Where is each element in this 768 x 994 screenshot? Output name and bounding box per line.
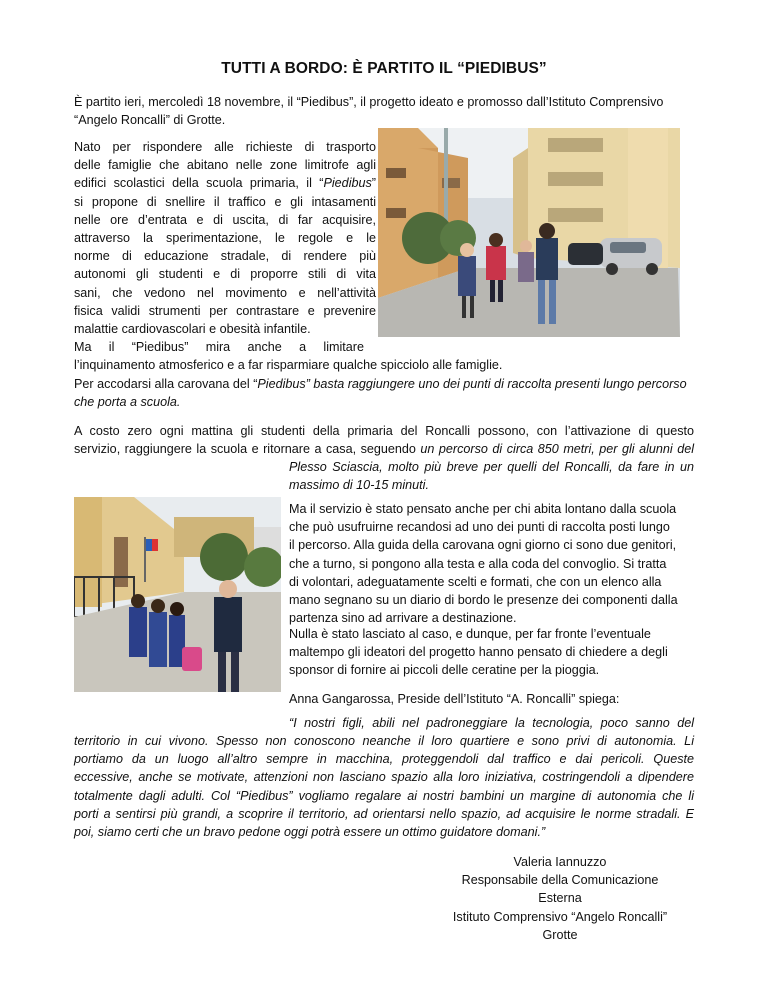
purpose-line: fisica validi strumenti per contrastare e prevenire: [74, 303, 376, 318]
quote-line: portiamo da un luogo all’altro sempre in macchina, proteggendoli dal traffico e dai pericoli. Queste: [74, 752, 694, 767]
purpose-line: delle famiglie che abitano nelle zone limitrofe agli: [74, 158, 376, 173]
purpose-line: sani, che vedono nel movimento e nell’attività: [74, 285, 376, 300]
signature-role: Responsabile della Comunicazione Esterna: [461, 873, 659, 906]
signature-institute: Istituto Comprensivo “Angelo Roncalli”: [452, 909, 668, 924]
route-line-italic: un percorso di circa 850 metri, per gli alunni del: [420, 442, 695, 457]
volunteers-line: che può usufruirne recandosi ad uno dei punti di raccolta posti lungo: [289, 520, 670, 535]
quote-line: territorio in cui vivono. Spesso non conoscono neanche il loro quartiere e sono privi di autonomia. Li: [74, 734, 694, 748]
purpose-line: Ma il “Piedibus” mira anche a limitare: [74, 340, 364, 354]
purpose-line: nelle ore d’entrata e di uscita, di far acquisire,: [74, 212, 376, 227]
quote-line: eccessive, anche se motivate, attenzioni non lasciano spazio alla loro iniziativa, costringendoli a dipendere: [74, 770, 694, 785]
piedibus-italic: Piedibus: [257, 377, 306, 391]
purpose-line: l’inquinamento atmosferico e a far risparmiare qualche spicciolo alle famiglie.: [74, 358, 503, 372]
paragraph-how-to-join: Per accodarsi alla carovana del “Piedibus” basta raggiungere uno dei punti di raccolta presenti lungo percorso che porta a scuola.: [74, 377, 687, 410]
article-title: TUTTI A BORDO: È PARTITO IL “PIEDIBUS”: [221, 60, 547, 77]
volunteers-line: mano segnano su un diario di bordo le presenze dei componenti dalla: [289, 593, 678, 608]
route-line: Plesso Sciascia, molto più breve per quelli del Roncalli, da fare in un: [289, 460, 694, 474]
photo-children-walking-street: [378, 128, 680, 337]
volunteers-line: partenza sino ad arrivare a destinazione.: [289, 611, 517, 626]
intro-paragraph: [74, 93, 694, 129]
purpose-line: edifici scolastici della scuola primaria, il “: [74, 176, 324, 191]
route-line: servizio, raggiungere la scuola e ritornare a casa, seguendo: [74, 442, 421, 457]
purpose-line: malattie cardiovascolari e obesità infantile.: [74, 322, 311, 336]
quote-line: totalmente dagli adulti. Col “Piedibus” vogliamo regalare ai nostri bambini un margine di autonomia che li: [74, 788, 694, 803]
signature-block: [440, 853, 680, 944]
photo-children-schoolyard: [74, 497, 281, 692]
quote-line: poi, siamo certi che un bravo pedone oggi potrà essere un ottimo guidatore domani.”: [74, 825, 546, 839]
intro-line-2: “Angelo Roncalli” di Grotte.: [74, 113, 226, 128]
volunteers-line: che a turno, si pongono alla testa e alla coda del convoglio. Si tratta: [289, 556, 667, 571]
quote-line: porti a sentirsi più grandi, a scoprire il territorio, ad orientarsi nello spazio, ad acquisire le norme stradali. E: [74, 806, 694, 821]
rain-line: sponsor di fornire ai piccoli delle ceratine per la pioggia.: [289, 663, 600, 678]
purpose-line: norme di educazione stradale, di rendere più: [74, 249, 376, 264]
volunteers-line: il percorso. Alla guida della carovana ogni giorno ci sono due genitori,: [289, 538, 677, 553]
paragraph-principal-intro: Anna Gangarossa, Preside dell’Istituto “A. Roncalli” spiega:: [289, 692, 620, 706]
signature-town: Grotte: [542, 927, 578, 942]
rain-line: Nulla è stato lasciato al caso, e dunque, per far fronte l’eventuale: [289, 627, 651, 641]
volunteers-line: Ma il servizio è stato pensato anche per chi abita lontano dalla scuola: [289, 502, 677, 516]
paragraph-rain-gear: [289, 625, 694, 680]
purpose-line: Nato per rispondere alle richieste di trasporto: [74, 140, 376, 154]
intro-line-1: È partito ieri, mercoledì 18 novembre, il “Piedibus”, il progetto ideato e promosso dall’Istituto Comprensivo: [74, 95, 664, 109]
rain-line: maltempo gli ideatori del progetto hanno pensato di chiedere a degli: [289, 645, 668, 660]
purpose-line: si propone di snellire il traffico e gli intasamenti: [74, 194, 376, 209]
volunteers-line: di volontari, adeguatamente scelti e formati, che con un elenco alla: [289, 574, 662, 589]
purpose-line: attraverso la sperimentazione, le regole e le: [74, 231, 376, 246]
signature-name: Valeria Iannuzzo: [513, 855, 607, 869]
paragraph-volunteers: [289, 500, 694, 627]
purpose-line: autonomi gli studenti e di proporre stili di vita: [74, 267, 376, 282]
route-line: A costo zero ogni mattina gli studenti della primaria del Roncalli possono, con l’attivazione di questo: [74, 424, 694, 438]
piedibus-italic: Piedibus: [323, 176, 372, 191]
route-line: massimo di 10-15 minuti.: [289, 478, 429, 492]
quote-line: “I nostri figli, abili nel padroneggiare la tecnologia, poco sanno del: [289, 716, 694, 730]
